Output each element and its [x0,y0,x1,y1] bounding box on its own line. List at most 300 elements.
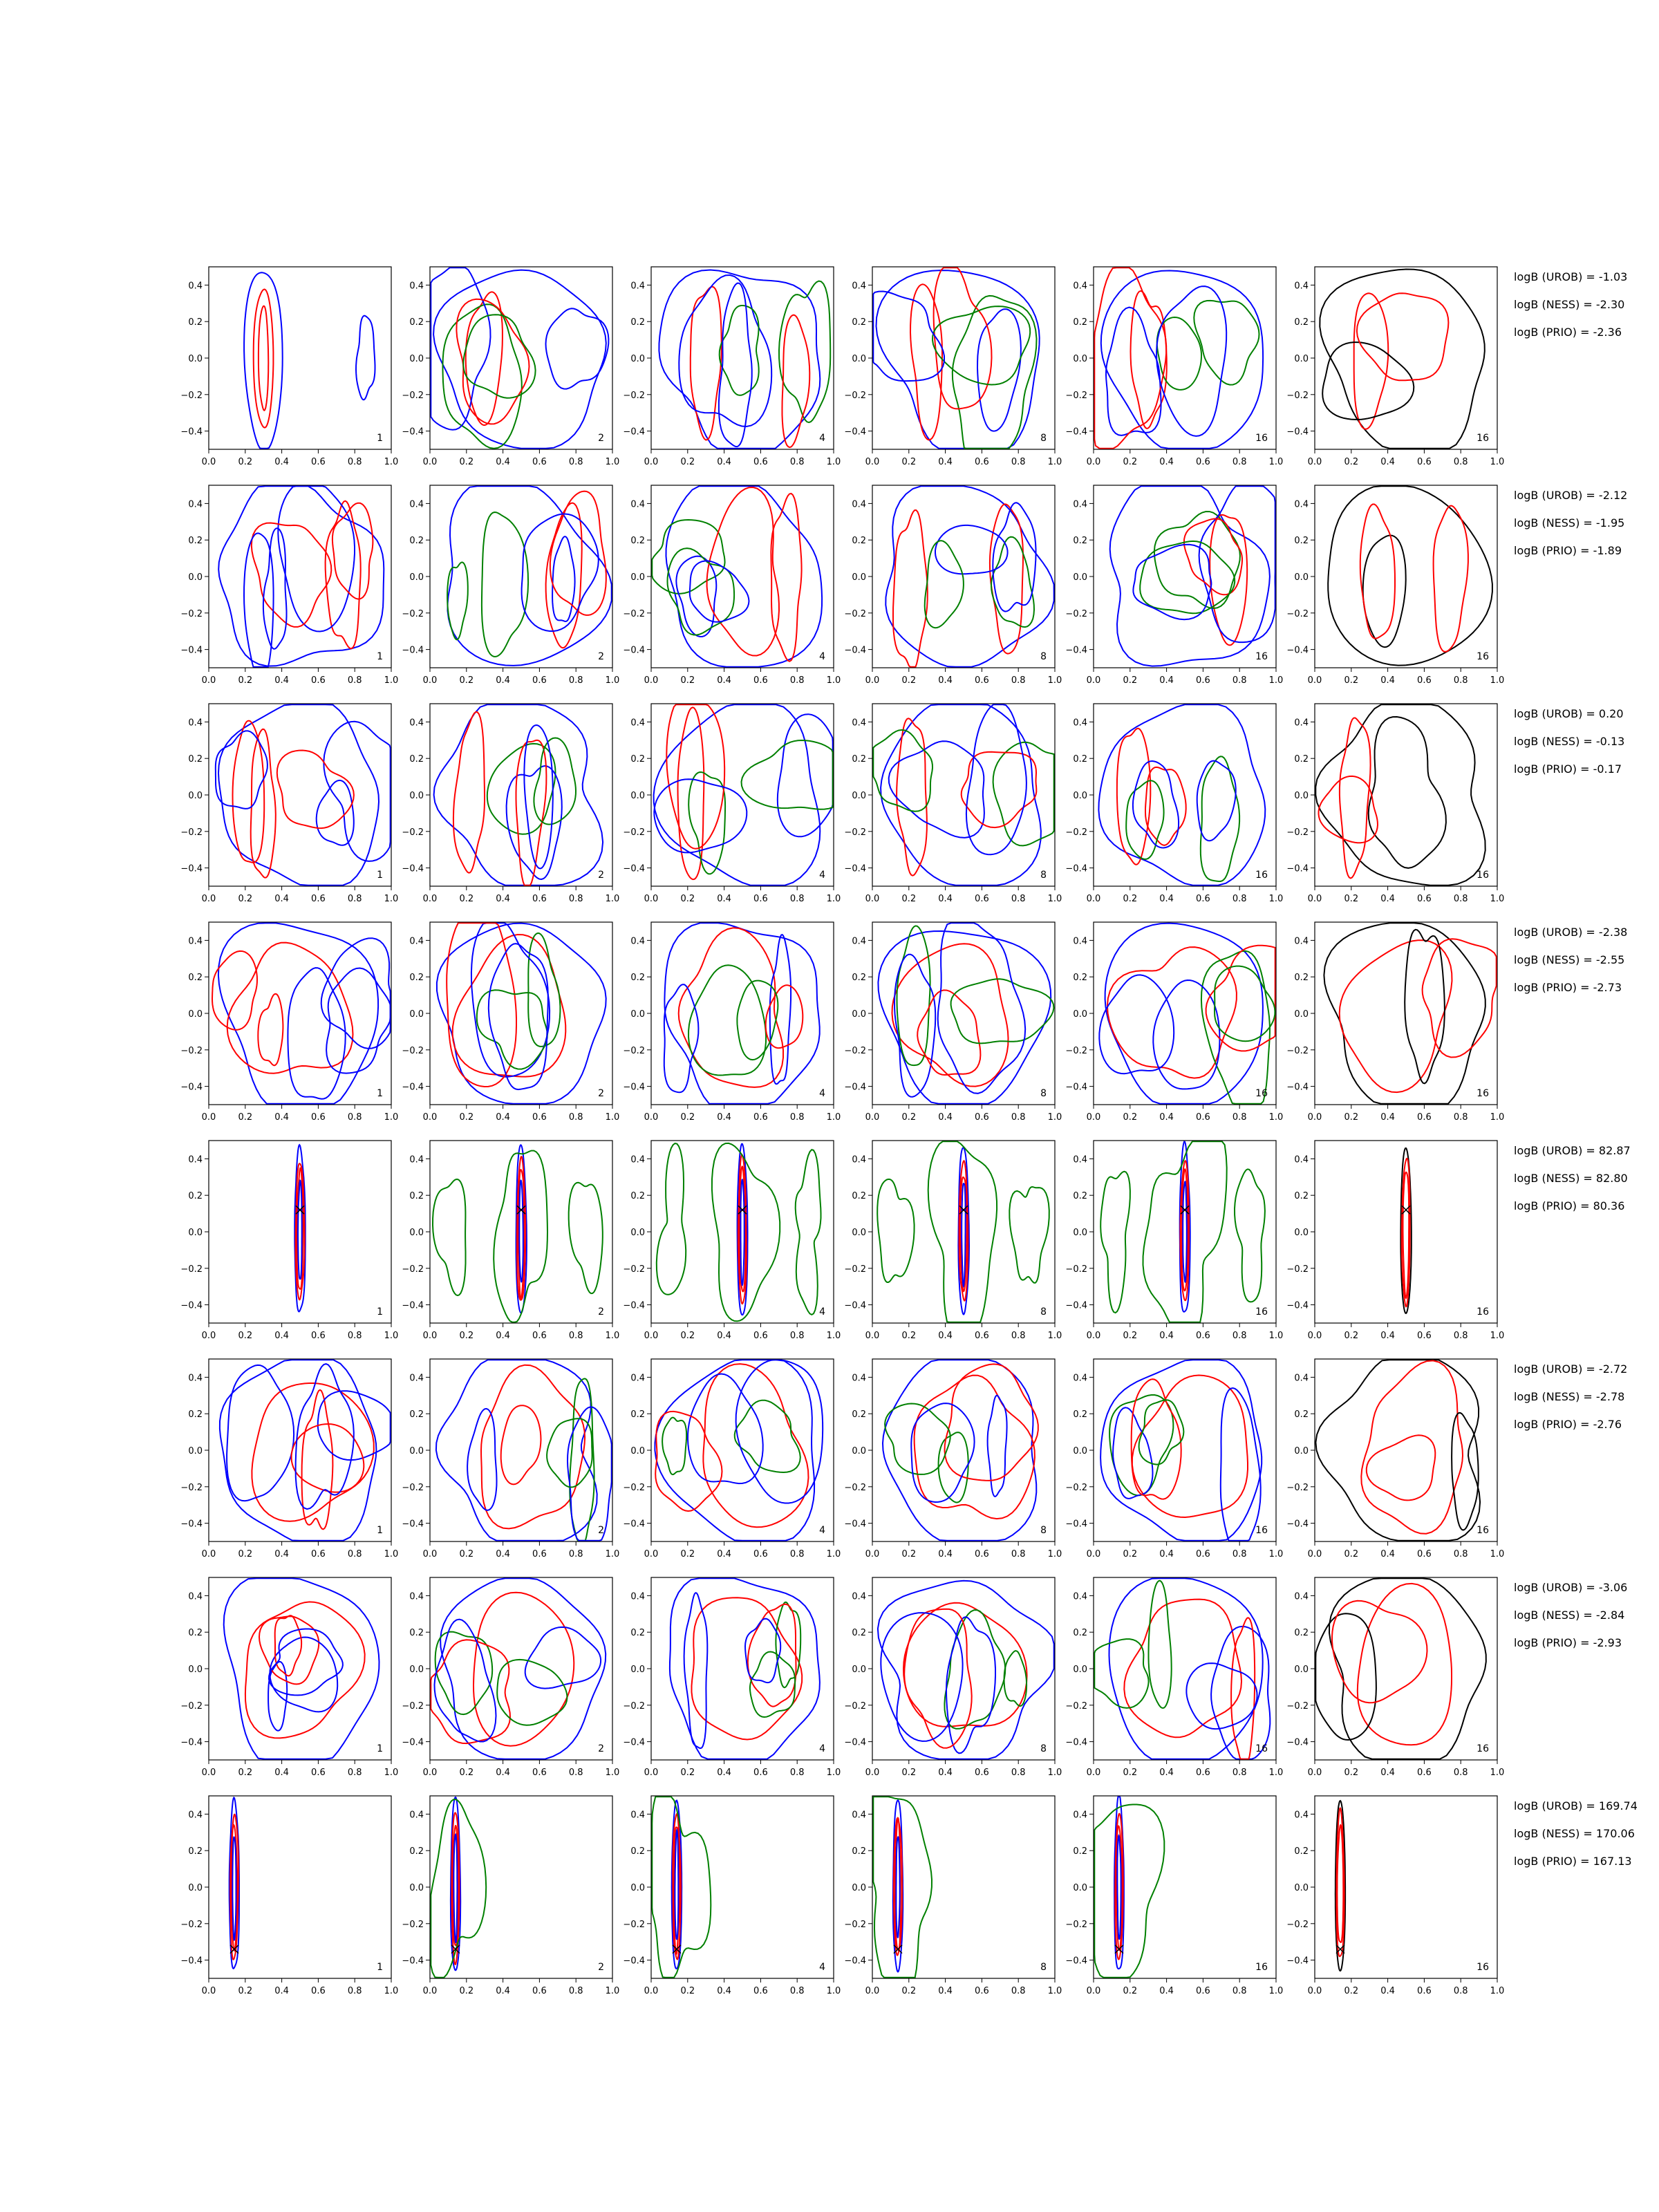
y-tick-label: 0.4 [1294,718,1309,729]
y-tick-label: −0.4 [844,645,866,656]
x-tick-label: 0.2 [459,675,474,686]
x-tick-label: 0.2 [680,1768,695,1778]
x-tick-label: 0.0 [422,1986,438,1996]
contour-line [977,309,1021,431]
contour-line [679,275,771,427]
y-tick-label: −0.4 [844,863,866,874]
panel-label: 16 [1477,1088,1489,1099]
contour-line [675,1830,678,1940]
contour-line [966,704,1027,854]
panel-label: 8 [1040,1743,1047,1754]
x-tick-label: 0.0 [422,1549,438,1559]
contour-set [655,1360,823,1540]
y-tick-label: −0.4 [1286,1082,1309,1093]
x-tick-label: 0.6 [1196,1112,1210,1123]
axes-frame [209,922,391,1105]
panel [844,1141,1062,1341]
contour-line [719,283,752,447]
y-tick-label: −0.4 [1065,1519,1087,1530]
y-tick-label: 0.2 [1073,754,1087,765]
panel [623,485,841,686]
x-tick-label: 0.6 [1417,1986,1432,1996]
panel [402,1141,619,1341]
x-tick-label: 0.6 [753,1768,768,1778]
logb-annotation: logB (PRIO) = 167.13 [1514,1855,1632,1868]
panel [844,267,1062,467]
panel-label: 4 [819,870,825,881]
contour-set [244,272,375,448]
axes-frame [1315,922,1497,1105]
x-tick-label: 0.8 [1011,675,1026,686]
x-tick-label: 1.0 [826,1986,841,1996]
x-tick-label: 0.0 [201,1549,216,1559]
x-tick-label: 0.6 [975,457,989,467]
logb-annotation: logB (NESS) = -1.95 [1514,516,1625,529]
contour-set [1094,1578,1270,1759]
panel-label: 1 [377,1743,383,1754]
contour-line [552,536,575,621]
x-tick-label: 0.0 [422,1768,438,1778]
contour-set [1400,1148,1411,1313]
x-tick-label: 0.0 [201,457,216,467]
contour-set [1328,486,1492,665]
contour-line [216,731,268,809]
logb-annotation: logB (NESS) = -2.30 [1514,298,1625,311]
y-tick-label: −0.4 [1065,1737,1087,1748]
contour-set [433,1145,603,1322]
x-tick-label: 0.6 [975,675,989,686]
contour-line [258,994,283,1066]
panel-label: 8 [1040,651,1047,662]
x-tick-label: 1.0 [384,1986,399,1996]
y-tick-label: 0.4 [188,1591,203,1602]
y-tick-label: 0.2 [630,1191,645,1202]
contour-line [1117,1835,1121,1939]
contour-set [431,268,608,448]
y-tick-label: 0.0 [188,354,203,364]
x-tick-label: 1.0 [605,1768,620,1778]
y-tick-label: 0.0 [852,1228,866,1238]
x-tick-label: 1.0 [605,1986,620,1996]
x-tick-label: 1.0 [1268,1768,1284,1778]
contour-line [652,520,724,594]
y-tick-label: −0.2 [623,608,645,619]
x-tick-label: 1.0 [1268,675,1284,686]
x-tick-label: 1.0 [384,1112,399,1123]
x-tick-label: 0.4 [938,894,953,904]
x-tick-label: 1.0 [1490,1112,1505,1123]
contour-line [232,1837,236,1940]
y-tick-label: 0.4 [409,1810,424,1821]
contour-line [1140,541,1235,613]
contour-set [220,1360,391,1540]
x-tick-label: 0.8 [347,1986,362,1996]
panel-label: 4 [819,1962,825,1973]
contour-set [1110,486,1275,666]
y-tick-label: 0.4 [409,1373,424,1384]
y-tick-label: 0.2 [630,317,645,328]
x-tick-label: 0.0 [201,1331,216,1341]
x-tick-label: 0.8 [568,1549,583,1559]
x-tick-label: 0.6 [532,1112,547,1123]
logb-annotation: logB (PRIO) = -2.93 [1514,1636,1622,1649]
y-tick-label: 0.0 [188,1228,203,1238]
y-tick-label: −0.4 [623,1737,645,1748]
y-tick-label: 0.4 [630,1373,645,1384]
y-tick-label: −0.2 [623,1700,645,1712]
panel [1286,704,1504,904]
contour-line [1149,1581,1172,1708]
y-tick-label: −0.4 [180,1082,203,1093]
x-tick-label: 0.2 [901,1112,917,1123]
contour-line [896,1837,899,1937]
x-tick-label: 0.6 [532,1986,547,1996]
y-tick-label: 0.4 [1073,1810,1087,1821]
y-tick-label: −0.2 [180,1919,203,1930]
x-tick-label: 0.0 [865,1331,880,1341]
x-tick-label: 0.0 [422,1331,438,1341]
x-tick-label: 0.4 [496,1768,510,1778]
y-tick-label: 0.2 [1073,1628,1087,1639]
x-tick-label: 1.0 [826,1112,841,1123]
y-tick-label: 0.4 [630,718,645,729]
x-tick-label: 0.6 [753,1112,768,1123]
y-tick-label: 0.2 [188,1628,203,1639]
contour-line [750,1652,795,1718]
x-tick-label: 0.6 [532,1331,547,1341]
y-tick-label: −0.4 [623,1519,645,1530]
x-tick-label: 0.8 [1453,1986,1468,1996]
x-tick-label: 1.0 [384,1331,399,1341]
y-tick-label: 0.4 [1294,499,1309,510]
y-tick-label: −0.2 [1065,608,1087,619]
logb-annotation: logB (UROB) = -1.03 [1514,270,1628,283]
panel-label: 2 [598,1962,604,1973]
x-tick-label: 0.2 [238,894,253,904]
x-tick-label: 0.8 [1232,1986,1247,1996]
contour-set [436,1360,612,1540]
y-tick-label: 0.4 [852,1591,866,1602]
x-tick-label: 0.8 [1011,1768,1026,1778]
panel-label: 1 [377,1306,383,1318]
y-tick-label: 0.4 [188,1373,203,1384]
y-tick-label: 0.0 [630,1009,645,1020]
contour-set [431,1797,486,1978]
y-tick-label: −0.4 [623,1082,645,1093]
axes-frame [1315,1577,1497,1760]
x-tick-label: 1.0 [384,894,399,904]
panel-label: 1 [377,1962,383,1973]
y-tick-label: −0.2 [1065,1045,1087,1056]
x-tick-label: 0.4 [496,1986,510,1996]
logb-annotation: logB (UROB) = -3.06 [1514,1581,1628,1594]
x-tick-label: 0.8 [1232,1549,1247,1559]
x-tick-label: 0.2 [901,1549,917,1559]
panel-label: 16 [1255,1962,1268,1973]
x-tick-label: 0.8 [1453,1112,1468,1123]
y-tick-label: 0.0 [1294,1446,1309,1456]
contour-line [356,316,375,400]
x-tick-label: 0.2 [1123,1112,1138,1123]
contour-set [431,1578,606,1759]
contour-set [229,1798,239,1969]
x-tick-label: 0.0 [1307,1768,1322,1778]
contour-set [657,1143,821,1321]
panel [1286,1359,1504,1559]
panel [402,1359,619,1559]
contour-set [1094,1797,1164,1977]
contour-set [1324,923,1496,1103]
axes-frame [872,1359,1055,1541]
y-tick-label: 0.0 [188,1665,203,1675]
y-tick-label: 0.4 [409,1591,424,1602]
x-tick-label: 0.6 [1196,1986,1210,1996]
y-tick-label: 0.2 [852,754,866,765]
x-tick-label: 0.6 [1417,1112,1432,1123]
contour-line [897,718,927,875]
x-tick-label: 0.6 [753,675,768,686]
contour-line [951,979,1054,1043]
y-tick-label: −0.4 [1065,1300,1087,1311]
contour-line [569,1183,603,1293]
contour-line [741,1180,744,1286]
x-tick-label: 0.6 [1196,1768,1210,1778]
x-tick-label: 0.2 [459,894,474,904]
x-tick-label: 0.4 [274,457,289,467]
contour-set [216,704,391,885]
y-tick-label: −0.4 [1286,1300,1309,1311]
y-tick-label: 0.2 [188,317,203,328]
x-tick-label: 0.2 [238,1331,253,1341]
y-tick-label: −0.4 [180,645,203,656]
y-tick-label: −0.2 [402,608,424,619]
logb-annotation: logB (NESS) = -2.78 [1514,1390,1625,1403]
y-tick-label: −0.2 [623,1482,645,1493]
panel [1065,922,1283,1123]
contour-set [1320,270,1485,449]
x-tick-label: 0.6 [1196,1549,1210,1559]
contour-line [453,712,485,873]
contour-line [990,504,1023,653]
contour-line [1201,756,1239,881]
y-tick-label: −0.2 [1286,608,1309,619]
panel-label: 1 [377,1088,383,1099]
y-tick-label: 0.2 [1073,1409,1087,1421]
x-tick-label: 0.8 [347,675,362,686]
panel [844,1359,1062,1559]
logb-annotation: logB (PRIO) = 80.36 [1514,1199,1625,1212]
x-tick-label: 0.8 [1011,1549,1026,1559]
panel [402,922,619,1123]
panel-label: 8 [1040,433,1047,444]
contour-line [654,704,821,885]
x-tick-label: 0.4 [496,1112,510,1123]
x-tick-label: 1.0 [1268,1112,1284,1123]
x-tick-label: 0.6 [532,1768,547,1778]
axes-frame [209,1577,391,1760]
x-tick-label: 0.8 [789,1112,805,1123]
contour-line [1315,704,1485,885]
contour-set [652,486,822,666]
x-tick-label: 1.0 [1490,1986,1505,1996]
y-tick-label: −0.4 [844,1300,866,1311]
contour-line [519,1181,523,1282]
contour-line [737,981,778,1060]
contour-line [1221,1388,1261,1541]
y-tick-label: 0.0 [1294,1665,1309,1675]
x-tick-label: 0.0 [644,1768,659,1778]
panel-label: 2 [598,1306,604,1318]
axes-frame [1315,1359,1497,1541]
x-tick-label: 0.4 [1159,1112,1174,1123]
y-tick-label: 0.4 [1294,1591,1309,1602]
x-tick-label: 0.2 [1123,457,1138,467]
contour-line [525,1627,601,1689]
y-tick-label: 0.2 [1294,1409,1309,1421]
x-tick-label: 0.8 [347,894,362,904]
y-tick-label: −0.2 [844,1045,866,1056]
x-tick-label: 0.6 [753,1331,768,1341]
y-tick-label: 0.2 [188,973,203,984]
y-tick-label: −0.2 [1065,1700,1087,1712]
contour-line [1183,1181,1187,1282]
x-tick-label: 0.0 [1086,894,1101,904]
x-tick-label: 0.4 [1159,1549,1174,1559]
x-tick-label: 0.8 [1453,1768,1468,1778]
contour-line [1360,504,1395,638]
x-tick-label: 0.2 [1344,1768,1359,1778]
x-tick-label: 0.0 [644,1331,659,1341]
panel-label: 1 [377,651,383,662]
x-tick-label: 0.8 [789,1986,805,1996]
contour-line [453,1835,457,1942]
x-tick-label: 0.2 [459,1112,474,1123]
x-tick-label: 0.4 [717,894,731,904]
y-tick-label: 0.4 [852,1154,866,1165]
y-tick-label: −0.2 [1286,1264,1309,1275]
x-tick-label: 0.0 [1086,1768,1101,1778]
x-tick-label: 0.6 [532,675,547,686]
contour-set [1335,1801,1345,1971]
x-tick-label: 0.6 [1196,1331,1210,1341]
y-tick-label: 0.2 [1294,1191,1309,1202]
x-tick-label: 0.6 [311,894,326,904]
x-tick-label: 0.4 [938,1549,953,1559]
x-tick-label: 1.0 [826,894,841,904]
x-tick-label: 1.0 [1268,1549,1284,1559]
y-tick-label: −0.4 [1286,1519,1309,1530]
y-tick-label: 0.0 [1294,354,1309,364]
panel-label: 16 [1477,870,1489,881]
contour-line [720,306,759,395]
y-tick-label: −0.2 [1286,827,1309,838]
contour-line [893,510,928,667]
y-tick-label: 0.0 [409,572,424,583]
contour-line [1403,1172,1409,1298]
panel-label: 16 [1477,1743,1489,1754]
y-tick-label: −0.4 [180,1300,203,1311]
y-tick-label: −0.2 [623,1264,645,1275]
x-tick-label: 0.8 [789,894,805,904]
contour-set [878,923,1053,1103]
x-tick-label: 0.4 [274,675,289,686]
x-tick-label: 0.4 [274,894,289,904]
x-tick-label: 0.0 [1307,894,1322,904]
x-tick-label: 0.8 [789,457,805,467]
x-tick-label: 0.2 [680,675,695,686]
panel-label: 16 [1255,870,1268,881]
x-tick-label: 0.0 [201,1768,216,1778]
x-tick-label: 0.4 [274,1986,289,1996]
x-tick-label: 1.0 [826,1768,841,1778]
x-tick-label: 0.2 [459,1768,474,1778]
y-tick-label: −0.2 [1065,827,1087,838]
x-tick-label: 0.6 [311,457,326,467]
x-tick-label: 0.8 [789,1549,805,1559]
x-tick-label: 0.6 [1417,894,1432,904]
y-tick-label: 0.4 [188,936,203,947]
contour-set [447,486,612,666]
panel [180,485,398,686]
contour-line [1101,271,1263,449]
panel-label: 2 [598,1525,604,1536]
y-tick-label: −0.4 [1065,1082,1087,1093]
x-tick-label: 0.4 [1159,894,1174,904]
contour-line [1109,1395,1173,1495]
panel-label: 16 [1255,651,1268,662]
y-tick-label: −0.2 [1065,1264,1087,1275]
panel-row [180,922,1504,1123]
y-tick-label: 0.4 [852,1373,866,1384]
y-tick-label: 0.0 [630,572,645,583]
contour-line [218,486,384,666]
panel-label: 4 [819,433,825,444]
axes-frame [209,485,391,668]
contour-line [877,1179,914,1282]
y-tick-label: 0.4 [409,936,424,947]
y-tick-label: 0.0 [1073,1883,1087,1893]
contour-line [688,1374,763,1484]
x-tick-label: 0.4 [717,457,731,467]
x-tick-label: 0.6 [1196,894,1210,904]
x-tick-label: 0.4 [938,1768,953,1778]
x-tick-label: 0.0 [1307,1112,1322,1123]
logb-annotation: logB (UROB) = -2.72 [1514,1362,1628,1376]
y-tick-label: 0.4 [1073,1154,1087,1165]
y-tick-label: 0.0 [1294,1883,1309,1893]
x-tick-label: 0.8 [1011,894,1026,904]
panel-label: 16 [1477,1306,1489,1318]
y-tick-label: −0.4 [844,1956,866,1967]
y-tick-label: −0.4 [1065,645,1087,656]
contour-line [1235,1169,1265,1302]
contour-set [1100,1141,1265,1322]
y-tick-label: 0.4 [409,499,424,510]
panel-label: 16 [1255,1306,1268,1318]
x-tick-label: 0.0 [1307,1549,1322,1559]
panel-label: 8 [1040,1306,1047,1318]
x-tick-label: 1.0 [1047,1986,1062,1996]
y-tick-label: 0.0 [1294,1009,1309,1020]
x-tick-label: 0.8 [347,1331,362,1341]
x-tick-label: 0.4 [1159,1768,1174,1778]
x-tick-label: 0.6 [975,1549,989,1559]
y-tick-label: 0.2 [852,973,866,984]
y-tick-label: 0.2 [630,973,645,984]
y-tick-label: 0.2 [1294,754,1309,765]
y-tick-label: 0.2 [1073,317,1087,328]
contour-line [252,1383,373,1521]
